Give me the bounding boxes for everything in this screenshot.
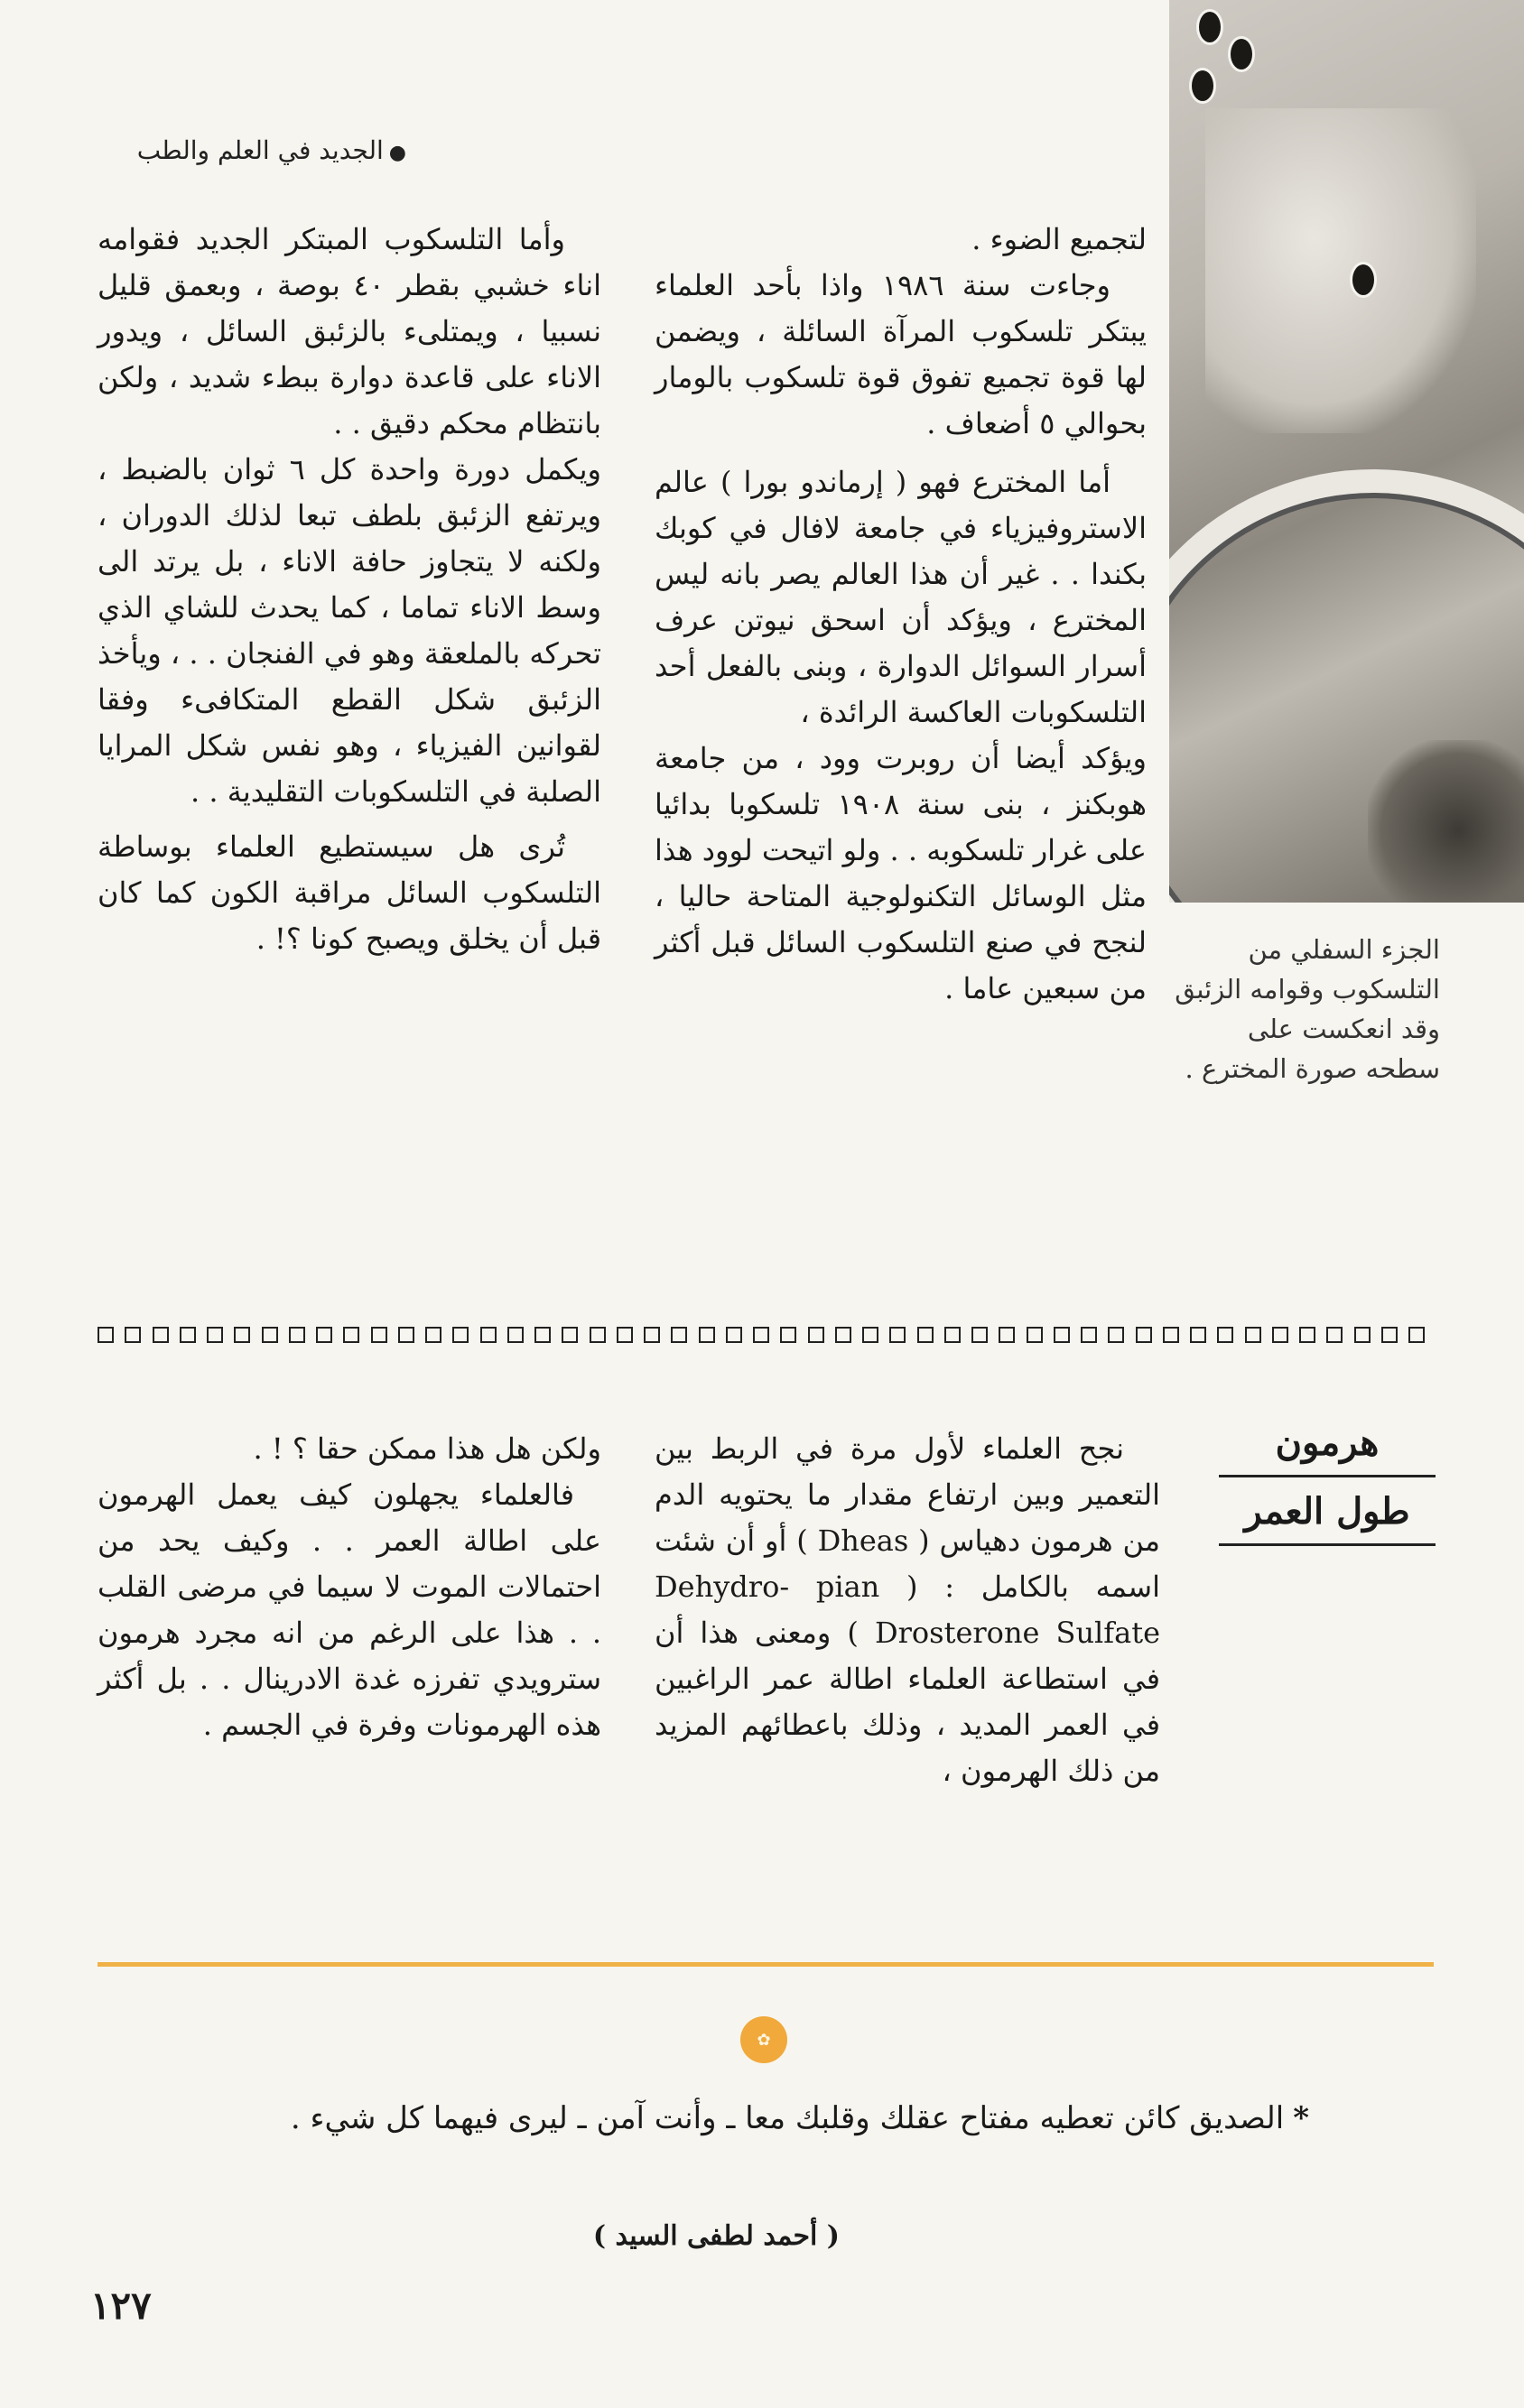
paragraph: ويؤكد أيضا أن روبرت وود ، من جامعة هوبكنز ، بنى سنة ١٩٠٨ تلسكوبا بدائيا على غرار تلسكوبه . . ولو اتيحت لوود هذا مثل الوسائل التكنولوجية المتاحة حاليا ، لنجح في صنع التلسكوب السائل قبل أكثر من سبعين عاما .: [655, 741, 1148, 1005]
ornament-icon: ✿: [740, 2016, 787, 2063]
separator-square: [480, 1327, 497, 1343]
separator-square: [590, 1327, 606, 1343]
separator-square: [207, 1327, 223, 1343]
separator-square: [125, 1327, 141, 1343]
telescope-photo: [1169, 0, 1524, 903]
separator-square: [862, 1327, 878, 1343]
separator-square: [1054, 1327, 1070, 1343]
title-line1: هرمون: [1275, 1422, 1380, 1464]
separator-square: [1381, 1327, 1398, 1343]
asterisk-icon: *: [1293, 2100, 1309, 2136]
separator-square: [180, 1327, 196, 1343]
separator-square: [1163, 1327, 1179, 1343]
separator-square: [1027, 1327, 1043, 1343]
separator-square: [971, 1327, 988, 1343]
separator-square: [917, 1327, 934, 1343]
separator-square: [262, 1327, 278, 1343]
square-separator: [98, 1327, 1425, 1359]
separator-square: [1190, 1327, 1206, 1343]
photo-caption: الجزء السفلي من التلسكوب وقوامه الزئبق وقد انعكست على سطحه صورة المخترع .: [1175, 934, 1440, 1084]
running-head-text: الجديد في العلم والطب: [136, 135, 384, 165]
title-rule: [1219, 1475, 1436, 1477]
separator-square: [1408, 1327, 1425, 1343]
paragraph: ولكن هل هذا ممكن حقا ؟ ! .: [253, 1431, 601, 1466]
paragraph: وجاءت سنة ١٩٨٦ واذا بأحد العلماء يبتكر تلسكوب المرآة السائلة ، ويضمن لها قوة تجميع تفوق قوة تلسكوب بالومار بحوالي ٥ أضعاف .: [655, 268, 1147, 440]
separator-square: [780, 1327, 796, 1343]
running-head: [99, 135, 406, 165]
separator-square: [1354, 1327, 1371, 1343]
separator-square: [1136, 1327, 1152, 1343]
article1-column-left: [98, 217, 601, 962]
separator-square: [671, 1327, 687, 1343]
separator-square: [289, 1327, 305, 1343]
paragraph: وأما التلسكوب المبتكر الجديد فقوامه اناء خشبي بقطر ٤٠ بوصة ، وبعمق قليل نسبيا ، ويمتلىء بالزئبق السائل ، ويدور الاناء على قاعدة دوارة ببطء شديد ، ولكن بانتظام محكم دقيق . .: [98, 222, 602, 440]
separator-square: [1217, 1327, 1233, 1343]
separator-square: [452, 1327, 469, 1343]
article2-column-right: [655, 1426, 1160, 1794]
separator-square: [753, 1327, 769, 1343]
separator-square: [1245, 1327, 1261, 1343]
paragraph: أما المخترع فهو ( إرماندو بورا ) عالم الاستروفيزياء في جامعة لافال في كوبك بكندا . . غير أن هذا العالم يصر بانه ليس المخترع ، ويؤكد أن اسحق نيوتن عرف أسرار السوائل الدوارة ، وبنى بالفعل أحد التلسكوبات العاكسة الرائدة ،: [655, 465, 1147, 729]
article1-column-right: [655, 217, 1147, 1012]
bullet-icon: ●: [388, 142, 406, 164]
separator-square: [371, 1327, 387, 1343]
separator-square: [699, 1327, 715, 1343]
separator-square: [1108, 1327, 1124, 1343]
title-line2: طول العمر: [1244, 1490, 1410, 1533]
separator-square: [808, 1327, 824, 1343]
separator-square: [1081, 1327, 1097, 1343]
separator-square: [425, 1327, 441, 1343]
separator-square: [234, 1327, 250, 1343]
orange-divider: [98, 1962, 1434, 1967]
separator-square: [343, 1327, 359, 1343]
article2-title: [1219, 1422, 1436, 1546]
separator-square: [534, 1327, 551, 1343]
separator-square: [153, 1327, 169, 1343]
separator-square: [835, 1327, 851, 1343]
quote-box: [208, 2094, 1309, 2143]
article2-column-left: [98, 1426, 601, 1748]
separator-square: [398, 1327, 414, 1343]
separator-square: [726, 1327, 742, 1343]
separator-square: [316, 1327, 332, 1343]
separator-square: [1272, 1327, 1288, 1343]
separator-square: [507, 1327, 524, 1343]
separator-square: [944, 1327, 961, 1343]
paragraph: تُرى هل سيستطيع العلماء بوساطة التلسكوب السائل مراقبة الكون كما كان قبل أن يخلق ويصبح كونا ؟! .: [98, 829, 601, 956]
separator-square: [1299, 1327, 1315, 1343]
separator-square: [999, 1327, 1015, 1343]
quote-attribution: ( أحمد لطفى السيد ): [592, 2220, 840, 2252]
title-rule: [1219, 1543, 1436, 1546]
separator-square: [1326, 1327, 1343, 1343]
paragraph: نجح العلماء لأول مرة في الربط بين التعمير وبين ارتفاع مقدار ما يحتويه الدم من هرمون دهياس ( Dheas ) أو أن شئت اسمه بالكامل : ( Dehydro- pian Drosterone Sulfate ) ومعنى هذا أن في استطاعة العلماء اطالة عمر الراغبين في العمر المديد ، وذلك باعطائهم المزيد من ذلك الهرمون ،: [655, 1431, 1161, 1788]
separator-square: [98, 1327, 114, 1343]
separator-square: [644, 1327, 660, 1343]
paragraph: ويكمل دورة واحدة كل ٦ ثوان بالضبط ، ويرتفع الزئبق بلطف تبعا لذلك الدوران ، ولكنه لا يتجاوز حافة الاناء ، بل يرتد الى وسط الاناء تماما ، كما يحدث للشاي الذي تحركه بالملعقة وهو في الفنجان . . ، ويأخذ الزئبق شكل القطع المتكافىء وفقا لقوانين الفيزياء ، وهو نفس شكل المرايا الصلبة في التلسكوبات التقليدية . .: [98, 452, 602, 809]
quote-text: الصديق كائن تعطيه مفتاح عقلك وقلبك معا ـ وأنت آمن ـ ليرى فيهما كل شيء .: [290, 2100, 1285, 2136]
paragraph: لتجميع الضوء .: [971, 222, 1147, 256]
separator-square: [562, 1327, 578, 1343]
page-number: ١٢٧: [90, 2283, 152, 2328]
separator-square: [889, 1327, 906, 1343]
separator-square: [617, 1327, 633, 1343]
paragraph: فالعلماء يجهلون كيف يعمل الهرمون على اطالة العمر . . وكيف يحد من احتمالات الموت لا سيما في مرضى القلب . . هذا على الرغم من انه مجرد هرمون سترويدي تفرزه غدة الادرينال . . بل أكثر هذه الهرمونات وفرة في الجسم .: [98, 1477, 601, 1742]
